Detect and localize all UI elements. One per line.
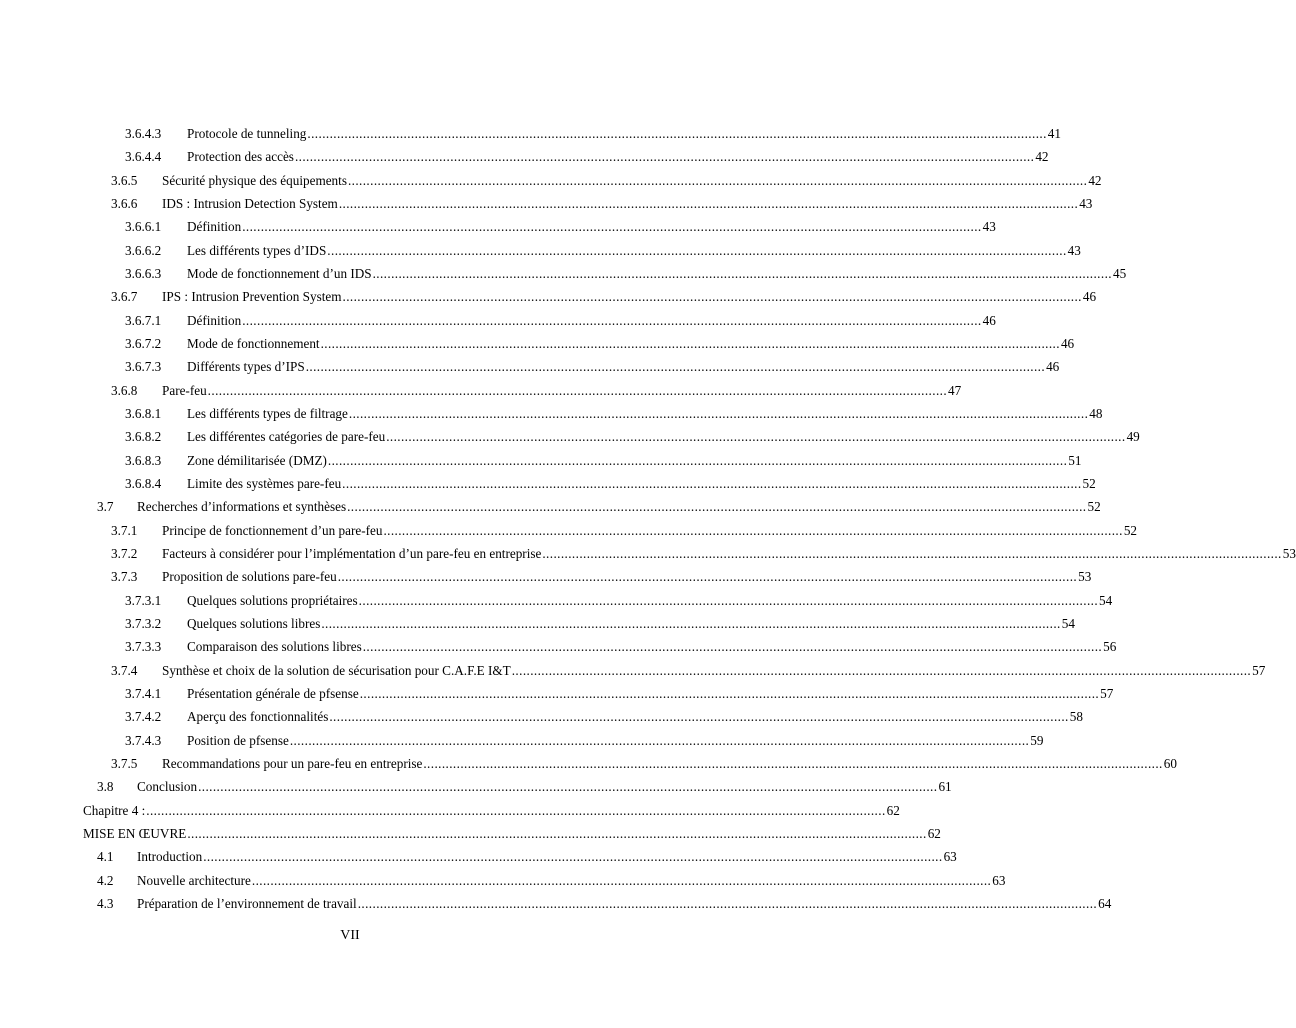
- dot-leader: ........................................................................................................................................................................................................: [342, 289, 1082, 305]
- toc-entry-page: 42: [1035, 149, 1049, 165]
- dot-leader: ........................................................................................................................................................................................................: [347, 499, 1087, 515]
- toc-entry-number: 4.2: [97, 872, 114, 888]
- toc-entry[interactable]: [0, 122, 1061, 145]
- toc-entry-title: Pare-feu: [162, 379, 208, 402]
- dot-leader: ........................................................................................................................................................................................................: [187, 825, 927, 841]
- dot-leader: ........................................................................................................................................................................................................: [342, 475, 1082, 491]
- toc-entry-page: 42: [1088, 172, 1102, 188]
- dot-leader: ........................................................................................................................................................................................................: [358, 592, 1099, 608]
- toc-entry[interactable]: [0, 519, 1138, 542]
- toc-entry-page: 43: [1079, 195, 1093, 211]
- toc-entry-title: Les différents types d’IDS: [187, 239, 327, 262]
- toc-entry-title: Mode de fonctionnement: [187, 332, 321, 355]
- toc-entry-number: 3.7: [97, 499, 114, 515]
- toc-entry-page: 54: [1061, 615, 1075, 631]
- toc-entry-title: Limite des systèmes pare-feu: [187, 472, 342, 495]
- dot-leader: ........................................................................................................................................................................................................: [338, 195, 1079, 211]
- toc-entry-number: 3.6.4.4: [125, 149, 162, 165]
- toc-entry[interactable]: [0, 799, 900, 822]
- toc-entry[interactable]: [0, 729, 1044, 752]
- toc-entry[interactable]: [0, 589, 1113, 612]
- toc-entry-title: Comparaison des solutions libres: [187, 635, 363, 658]
- toc-entry-title: Nouvelle architecture: [137, 869, 252, 892]
- toc-entry-page: 53: [1078, 569, 1092, 585]
- toc-entry[interactable]: [0, 169, 1102, 192]
- toc-entry-title: Aperçu des fonctionnalités: [187, 705, 329, 728]
- toc-entry-page: 54: [1099, 592, 1113, 608]
- toc-entry-page: 59: [1030, 732, 1044, 748]
- toc-entry-title: IPS : Intrusion Prevention System: [162, 285, 343, 308]
- toc-entry-title: Protection des accès: [187, 145, 295, 168]
- toc-entry[interactable]: [0, 892, 1112, 915]
- toc-entry[interactable]: [0, 425, 1140, 448]
- toc-entry-page: 57: [1100, 685, 1114, 701]
- toc-entry-title: Recherches d’informations et synthèses: [137, 495, 347, 518]
- toc-entry[interactable]: [0, 285, 1097, 308]
- toc-entry-number: 3.6.8.1: [125, 405, 162, 421]
- toc-entry-number: 3.7.2: [111, 545, 138, 561]
- dot-leader: ........................................................................................................................................................................................................: [347, 172, 1088, 188]
- toc-entry-page: 58: [1069, 709, 1083, 725]
- dot-leader: ........................................................................................................................................................................................................: [329, 709, 1069, 725]
- dot-leader: ........................................................................................................................................................................................................: [198, 779, 938, 795]
- toc-entry[interactable]: [0, 309, 996, 332]
- dot-leader: ........................................................................................................................................................................................................: [307, 126, 1047, 141]
- toc-entry-title: Sécurité physique des équipements: [162, 169, 348, 192]
- toc-entry-page: 63: [943, 849, 957, 865]
- toc-entry-number: 3.6.4.3: [125, 126, 162, 141]
- toc-entry-title: Préparation de l’environnement de travail: [137, 892, 358, 915]
- toc-entry-page: 46: [1082, 289, 1097, 305]
- toc-entry-title: Définition: [187, 215, 242, 238]
- toc-entry-page: 64: [1098, 895, 1112, 911]
- toc-entry-number: 4.3: [97, 895, 114, 911]
- dot-leader: ........................................................................................................................................................................................................: [359, 685, 1100, 701]
- toc-entry-title: Quelques solutions propriétaires: [187, 589, 359, 612]
- toc-entry-page: 46: [1046, 359, 1060, 375]
- toc-entry-number: 3.8: [97, 779, 114, 795]
- toc-entry-title: Recommandations pour un pare-feu en entreprise: [162, 752, 423, 775]
- toc-entry-number: 3.7.3: [111, 569, 138, 585]
- toc-entry-number: 3.6.8: [111, 382, 138, 398]
- toc-entry-title: IDS : Intrusion Detection System: [162, 192, 339, 215]
- toc-entry[interactable]: [0, 869, 1006, 892]
- dot-leader: ........................................................................................................................................................................................................: [383, 522, 1123, 538]
- toc-entry-title: Différents types d’IPS: [187, 355, 306, 378]
- toc-entry-number: 3.6.6.1: [125, 219, 162, 235]
- toc-entry-title: Zone démilitarisée (DMZ): [187, 449, 328, 472]
- toc-entry-title: Les différentes catégories de pare-feu: [187, 425, 386, 448]
- toc-entry-title: Les différents types de filtrage: [187, 402, 349, 425]
- dot-leader: ........................................................................................................................................................................................................: [294, 149, 1035, 165]
- toc-entry-number: 3.6.8.4: [125, 475, 162, 491]
- toc-entry-number: 3.7.4.2: [125, 709, 162, 725]
- toc-entry[interactable]: [0, 215, 996, 238]
- toc-entry-number: 3.6.7: [111, 289, 138, 305]
- dot-leader: ........................................................................................................................................................................................................: [362, 639, 1103, 655]
- toc-entry[interactable]: [0, 449, 1082, 472]
- toc-entry-page: 60: [1163, 755, 1177, 771]
- toc-entry-number: 3.7.3.2: [125, 615, 162, 631]
- toc-entry-title: Quelques solutions libres: [187, 612, 321, 635]
- toc-entry-page: 41: [1047, 126, 1061, 141]
- toc-entry-title: Principe de fonctionnement d’un pare-feu: [162, 519, 383, 542]
- dot-leader: ........................................................................................................................................................................................................: [357, 895, 1098, 911]
- toc-entry-page: 52: [1082, 475, 1096, 491]
- toc-entry[interactable]: [0, 565, 1092, 588]
- toc-entry-number: 3.7.1: [111, 522, 138, 538]
- toc-entry-title: Synthèse et choix de la solution de sécurisation pour C.A.F.E I&T: [162, 659, 512, 682]
- dot-leader: ........................................................................................................................................................................................................: [386, 429, 1126, 445]
- toc-entry[interactable]: [0, 402, 1103, 425]
- toc-entry-page: 49: [1126, 429, 1140, 445]
- toc-entry-title: Proposition de solutions pare-feu: [162, 565, 338, 588]
- toc-entry-title: Mode de fonctionnement d’un IDS: [187, 262, 373, 285]
- toc-entry-number: 3.6.6.3: [125, 265, 162, 281]
- toc-entry[interactable]: [0, 705, 1083, 728]
- toc-entry-page: 45: [1112, 265, 1127, 281]
- dot-leader: ........................................................................................................................................................................................................: [321, 615, 1061, 631]
- toc-entry[interactable]: [0, 262, 1127, 285]
- toc-entry-page: 57: [1252, 662, 1266, 678]
- toc-entry-title: Protocole de tunneling: [187, 122, 307, 145]
- toc-entry[interactable]: [0, 495, 1101, 518]
- toc-entry[interactable]: [0, 822, 941, 845]
- dot-leader: ........................................................................................................................................................................................................: [372, 265, 1112, 281]
- toc-entry-number: 3.7.3.1: [125, 592, 162, 608]
- toc-entry-number: 3.6.7.1: [125, 312, 162, 328]
- toc-entry-page: 53: [1282, 545, 1296, 561]
- toc-entry[interactable]: [0, 775, 952, 798]
- toc-entry-page: 43: [982, 219, 996, 235]
- toc-entry[interactable]: [0, 145, 1049, 168]
- toc-entry-title: Introduction: [137, 845, 203, 868]
- toc-entry-page: 52: [1123, 522, 1138, 538]
- toc-entry[interactable]: [0, 239, 1081, 262]
- page-number: VII: [340, 928, 360, 943]
- toc-entry-number: 3.6.6: [111, 195, 138, 211]
- dot-leader: ........................................................................................................................................................................................................: [146, 802, 886, 818]
- toc-entry[interactable]: [0, 472, 1096, 495]
- toc-entry-number: 3.6.8.2: [125, 429, 162, 445]
- toc-entry-number: 4.1: [97, 849, 114, 865]
- dot-leader: ........................................................................................................................................................................................................: [542, 545, 1282, 561]
- dot-leader: ........................................................................................................................................................................................................: [207, 382, 948, 398]
- toc-entry[interactable]: [0, 682, 1114, 705]
- toc-entry-title: Définition: [187, 309, 242, 332]
- toc-entry-number: 3.6.7.2: [125, 335, 162, 351]
- dot-leader: ........................................................................................................................................................................................................: [251, 872, 992, 888]
- toc-entry-number: 3.6.6.2: [125, 242, 162, 258]
- toc-entry-page: 62: [886, 802, 900, 818]
- toc-entry[interactable]: [0, 192, 1093, 215]
- dot-leader: ........................................................................................................................................................................................................: [289, 732, 1030, 748]
- dot-leader: ........................................................................................................................................................................................................: [320, 335, 1060, 351]
- toc-entry-page: 52: [1087, 499, 1101, 515]
- dot-leader: ........................................................................................................................................................................................................: [423, 755, 1163, 771]
- toc-entry-number: 3.6.8.3: [125, 452, 162, 468]
- dot-leader: ........................................................................................................................................................................................................: [305, 359, 1046, 375]
- toc-entry-title: Facteurs à considérer pour l’implémentation d’un pare-feu en entreprise: [162, 542, 542, 565]
- toc-entry-number: 3.7.4.1: [125, 685, 162, 701]
- toc-entry[interactable]: [0, 752, 1177, 775]
- toc-entry-page: 48: [1089, 405, 1103, 421]
- toc-entry[interactable]: [0, 845, 957, 868]
- dot-leader: ........................................................................................................................................................................................................: [203, 849, 943, 865]
- toc-entry-title: Présentation générale de pfsense: [187, 682, 360, 705]
- toc-entry-page: 43: [1067, 242, 1081, 258]
- toc-entry[interactable]: [0, 659, 1266, 682]
- toc-entry-page: 56: [1103, 639, 1117, 655]
- toc-entry-number: 3.7.3.3: [125, 639, 162, 655]
- toc-entry[interactable]: [0, 612, 1075, 635]
- toc-entry-page: 63: [992, 872, 1006, 888]
- dot-leader: ........................................................................................................................................................................................................: [327, 452, 1068, 468]
- toc-entry-page: 46: [982, 312, 996, 328]
- toc-entry-page: 61: [938, 779, 952, 795]
- toc-entry-number: 3.7.4: [111, 662, 138, 678]
- toc-entry-number: 3.7.4.3: [125, 732, 162, 748]
- toc-entry[interactable]: [0, 332, 1075, 355]
- dot-leader: ........................................................................................................................................................................................................: [337, 569, 1078, 585]
- toc-entry-number: 3.7.5: [111, 755, 138, 771]
- dot-leader: ........................................................................................................................................................................................................: [348, 405, 1089, 421]
- toc-entry-page: 46: [1060, 335, 1075, 351]
- toc-entry-page: 62: [927, 825, 941, 841]
- toc-entry-page: 51: [1068, 452, 1082, 468]
- toc-entry[interactable]: [0, 379, 962, 402]
- toc-entry-number: 3.6.7.3: [125, 359, 162, 375]
- dot-leader: ........................................................................................................................................................................................................: [242, 219, 982, 235]
- toc-entry-page: 47: [948, 382, 962, 398]
- toc-entry-title: Position de pfsense: [187, 729, 290, 752]
- toc-entry-title: MISE EN ŒUVRE: [83, 822, 187, 845]
- table-of-contents: [0, 122, 1296, 915]
- toc-entry[interactable]: [0, 635, 1117, 658]
- dot-leader: ........................................................................................................................................................................................................: [242, 312, 982, 328]
- toc-entry[interactable]: [0, 542, 1296, 565]
- dot-leader: ........................................................................................................................................................................................................: [327, 242, 1067, 258]
- toc-entry-number: 3.6.5: [111, 172, 138, 188]
- dot-leader: ........................................................................................................................................................................................................: [511, 662, 1252, 678]
- toc-entry[interactable]: [0, 355, 1060, 378]
- toc-entry-title: Chapitre 4 :: [83, 799, 146, 822]
- toc-entry-title: Conclusion: [137, 775, 198, 798]
